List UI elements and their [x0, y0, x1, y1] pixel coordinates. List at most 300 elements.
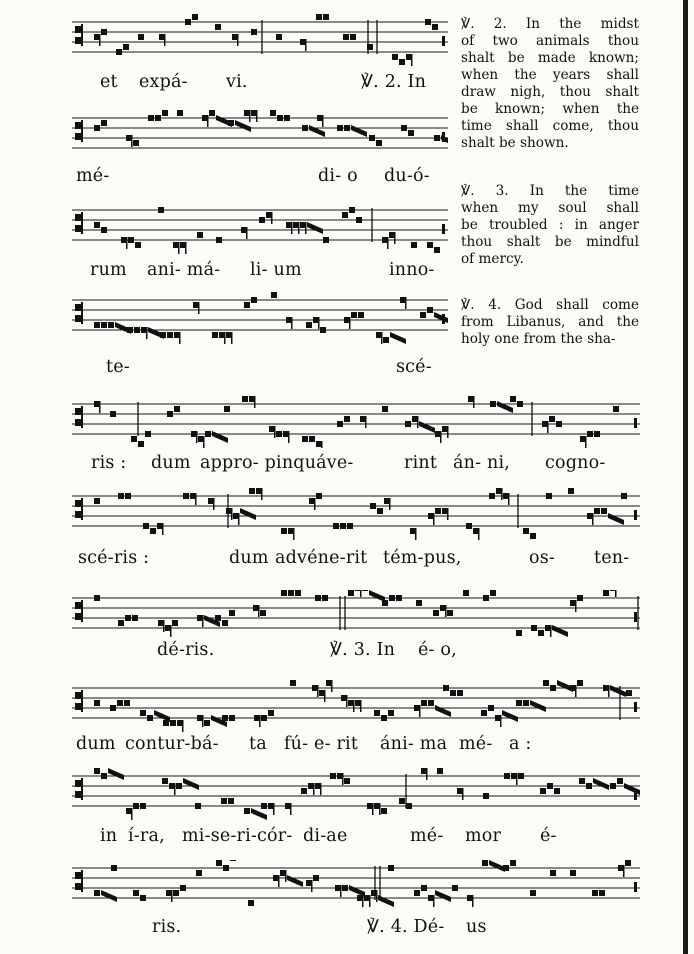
lyric: scé-ris :: [78, 548, 150, 568]
neume-stem: [501, 488, 503, 500]
neume: [466, 523, 472, 529]
neume: [347, 523, 353, 529]
neume: [110, 411, 116, 417]
neume: [414, 890, 420, 896]
neume: [603, 590, 609, 596]
neume: [271, 292, 277, 298]
neume: [209, 110, 215, 116]
text-line: ℣. 4. God shall come: [461, 297, 639, 313]
neume-stem: [126, 237, 128, 249]
neume: [452, 885, 458, 891]
neume: [205, 431, 211, 437]
neume: [131, 436, 137, 442]
neume-stem: [291, 222, 293, 234]
neume-stem: [164, 34, 166, 46]
neume-stem: [426, 768, 428, 780]
neume: [172, 620, 178, 626]
neume-ligature: [390, 332, 406, 344]
neume: [183, 493, 189, 499]
neume-stem: [575, 600, 577, 612]
neume: [306, 322, 312, 328]
neume-stem: [440, 431, 442, 443]
lyric: in: [100, 826, 118, 846]
neume: [350, 34, 356, 40]
clef-mark: [75, 692, 82, 699]
neume: [195, 803, 201, 809]
clef-mark: [81, 778, 83, 800]
neume-stem: [185, 242, 187, 254]
neume: [344, 125, 350, 131]
neume: [150, 528, 156, 534]
staff-2: [72, 110, 448, 162]
neume: [177, 110, 183, 116]
neume-stem: [259, 715, 261, 727]
neume: [162, 110, 168, 116]
neume-stem: [203, 436, 205, 448]
lyric: ℣. 4. Dé-: [367, 917, 445, 937]
neume: [396, 595, 402, 601]
page-edge-shadow: [683, 0, 688, 954]
text-line: of mercy.: [461, 251, 524, 267]
neume: [570, 870, 576, 876]
neume-stem: [170, 625, 172, 637]
neume: [133, 140, 139, 146]
clef-mark: [75, 703, 82, 710]
neume-stem: [273, 803, 275, 815]
clef-mark: [75, 613, 82, 620]
neume-ligature: [240, 508, 256, 520]
custos: [634, 418, 637, 428]
neume: [94, 498, 100, 504]
lyric: expá-: [139, 72, 188, 92]
neume-ligature: [593, 778, 609, 790]
neume-stem: [274, 426, 276, 438]
text-line: when the years shall: [461, 67, 639, 83]
neume: [483, 595, 489, 601]
clef-mark: [75, 214, 82, 221]
lyric: mé-: [76, 166, 110, 186]
neume: [399, 59, 405, 65]
clef-mark: [75, 500, 82, 507]
neume-stem: [179, 332, 181, 344]
neume: [125, 493, 131, 499]
neume-ligature: [434, 312, 448, 324]
neume-stem: [290, 803, 292, 815]
neume: [228, 798, 234, 804]
neume: [140, 803, 146, 809]
neume-stem: [202, 715, 204, 727]
neume: [550, 870, 556, 876]
neume: [401, 125, 407, 131]
neume-stem: [585, 436, 587, 448]
lyric: du-ó-: [384, 166, 430, 186]
clef-mark: [75, 780, 82, 787]
neume: [621, 493, 627, 499]
neume: [323, 14, 329, 20]
neume-stem: [508, 493, 510, 505]
neume: [132, 615, 138, 621]
clef-mark: [75, 511, 82, 518]
neume-stem: [131, 808, 133, 820]
neume: [251, 297, 257, 303]
neume: [420, 312, 426, 318]
lyric: ris.: [152, 917, 182, 937]
neume-ligature: [497, 401, 513, 413]
neume: [140, 895, 146, 901]
neume: [592, 890, 598, 896]
neume: [140, 710, 146, 716]
lyric: appro- pinquáve-: [200, 453, 354, 473]
neume: [510, 396, 516, 402]
lyric: a :: [509, 734, 532, 754]
neume: [330, 773, 336, 779]
neume-stem: [365, 416, 367, 428]
neume: [343, 34, 349, 40]
clef-mark: [75, 26, 82, 33]
neume: [490, 401, 496, 407]
neume-stem: [258, 605, 260, 617]
custos: [442, 224, 445, 234]
text-line: thou shalt be mindful: [461, 234, 639, 250]
text-line: draw nigh, thou shalt: [461, 84, 639, 100]
neume-stem: [174, 783, 176, 795]
clef-mark: [75, 408, 82, 415]
neume-ligature: [419, 421, 435, 433]
neume: [342, 212, 348, 218]
neume: [290, 680, 296, 686]
neume: [248, 900, 254, 906]
neume-stem: [433, 513, 435, 525]
neume: [313, 875, 319, 881]
neume: [556, 421, 562, 427]
lyric: advéne-rit: [275, 548, 368, 568]
neume: [197, 232, 203, 238]
neume-stem: [231, 332, 233, 344]
clef-mark: [81, 600, 83, 622]
neume: [133, 803, 139, 809]
clef-mark: [75, 872, 82, 879]
neume: [323, 237, 329, 243]
neume-stem: [405, 297, 407, 309]
neume-stem: [500, 715, 502, 727]
neume: [309, 436, 315, 442]
neume-stem: [381, 332, 383, 344]
neume: [244, 808, 250, 814]
custos: [442, 132, 445, 142]
neume-stem: [575, 685, 577, 697]
lyric: ℣. 3. In: [330, 640, 396, 660]
neume: [594, 431, 600, 437]
neume-stem: [238, 513, 240, 525]
neume-stem: [313, 783, 315, 795]
neume: [503, 865, 509, 871]
neume: [369, 135, 375, 141]
neume-stem: [376, 890, 378, 902]
neume-ligature: [530, 700, 546, 712]
neume: [399, 798, 405, 804]
neume-stem: [322, 115, 324, 127]
neume: [577, 680, 583, 686]
neume: [160, 332, 166, 338]
neume-stem: [419, 705, 421, 717]
neume: [447, 610, 453, 616]
neume: [268, 710, 274, 716]
lyric: dum: [229, 548, 269, 568]
neume: [196, 870, 202, 876]
neume-stem: [171, 890, 173, 902]
neume: [192, 14, 198, 20]
neume: [221, 798, 227, 804]
neume-stem: [305, 222, 307, 234]
neume: [260, 610, 266, 616]
lyric: vi.: [226, 72, 248, 92]
neume-stem: [271, 212, 273, 224]
clef-mark: [81, 212, 83, 234]
neume-stem: [379, 803, 381, 815]
neume: [488, 705, 494, 711]
clef-mark: [81, 302, 83, 324]
custos: [442, 36, 445, 46]
neume-stem: [207, 115, 209, 127]
neume-stem: [623, 865, 625, 877]
neume: [547, 783, 553, 789]
lyric: di-ae: [303, 826, 348, 846]
lyric: é- o,: [418, 640, 457, 660]
neume: [517, 401, 523, 407]
neume: [315, 595, 321, 601]
lyric: mé-: [410, 826, 444, 846]
neume: [281, 590, 287, 596]
clef-mark: [75, 304, 82, 311]
neume: [416, 600, 422, 606]
neume-stem: [213, 498, 215, 510]
neume: [222, 715, 228, 721]
neume: [145, 431, 151, 437]
neume-stem: [445, 605, 447, 617]
neume-stem: [615, 590, 617, 597]
neume-stem: [362, 895, 364, 907]
neume: [481, 710, 487, 716]
neume: [167, 411, 173, 417]
neume-stem: [389, 498, 391, 510]
neume: [523, 700, 529, 706]
neume-stem: [516, 773, 518, 785]
neume: [408, 130, 414, 136]
neume: [170, 720, 176, 726]
neume: [215, 24, 221, 30]
neume-stem: [550, 625, 552, 637]
neume: [432, 24, 438, 30]
neume: [392, 54, 398, 60]
clef-mark: [75, 791, 82, 798]
neume-stem: [261, 488, 263, 500]
neume: [510, 860, 516, 866]
neume-stem: [353, 700, 355, 712]
neume: [358, 312, 364, 318]
lyric: mé-: [459, 734, 493, 754]
neume: [504, 773, 510, 779]
neume-stem: [411, 54, 413, 66]
clef-mark: [81, 498, 83, 520]
lyric: li- um: [250, 260, 302, 280]
neume: [344, 416, 350, 422]
neume: [406, 803, 412, 809]
neume: [437, 768, 443, 774]
neume: [118, 493, 124, 499]
lyric: ten-: [594, 548, 630, 568]
neume-stem: [608, 685, 610, 697]
neume: [538, 630, 544, 636]
staff-7: [72, 590, 640, 642]
lyric: os-: [529, 548, 556, 568]
neume-stem: [198, 302, 200, 314]
staff-4: [72, 292, 448, 348]
text-line: when my soul shall: [461, 200, 639, 216]
neume: [337, 421, 343, 427]
neume: [281, 528, 287, 534]
neume: [134, 327, 140, 333]
clef-mark: [81, 24, 83, 46]
neume: [549, 416, 555, 422]
neume-stem: [311, 880, 313, 892]
lyric: áni- ma: [380, 734, 448, 754]
text-line: ℣. 2. In the midst: [461, 16, 639, 32]
neume: [434, 247, 440, 253]
clef-mark: [75, 602, 82, 609]
neume: [427, 242, 433, 248]
neume: [490, 590, 496, 596]
neume: [277, 115, 283, 121]
neume-stem: [360, 700, 362, 712]
lyric: mor: [465, 826, 502, 846]
neume: [110, 705, 116, 711]
neume-stem: [278, 875, 280, 887]
neume: [94, 125, 100, 131]
neume: [204, 720, 210, 726]
neume-stem: [195, 493, 197, 505]
neume: [295, 590, 301, 596]
neume: [94, 222, 100, 228]
neume: [270, 110, 276, 116]
neume-ligature: [610, 685, 626, 697]
neume: [349, 207, 355, 213]
text-line: from Libanus, and the: [461, 314, 639, 330]
neume-ligature: [287, 875, 303, 887]
neume: [128, 237, 134, 243]
neume-stem: [314, 498, 316, 510]
neume: [123, 44, 129, 50]
neume: [389, 595, 395, 601]
neume: [428, 700, 434, 706]
neume-stem: [342, 773, 344, 785]
neume-ligature: [489, 860, 505, 872]
neume-stem: [254, 396, 256, 408]
neume-stem: [318, 317, 320, 329]
neume: [94, 322, 100, 328]
neume-ligature: [435, 705, 451, 717]
lyric: mi-se-ri-cór-: [182, 826, 293, 846]
neume: [94, 890, 100, 896]
neume: [543, 680, 549, 686]
neume: [261, 715, 267, 721]
text-line: ℣. 3. In the time: [461, 183, 639, 199]
custos: [634, 702, 637, 712]
neume-stem: [202, 615, 204, 627]
text-line: be troubled : in anger: [461, 217, 639, 233]
neume: [251, 29, 257, 35]
neume: [610, 783, 616, 789]
neume-stem: [478, 528, 480, 540]
neume: [613, 406, 619, 412]
neume-stem: [237, 34, 239, 46]
verse-3-translation: [461, 183, 639, 268]
neume: [443, 685, 449, 691]
neume-stem: [146, 327, 148, 339]
neume: [362, 590, 368, 591]
neume-stem: [293, 528, 295, 540]
lyric: rint: [404, 453, 438, 473]
neume: [155, 115, 161, 121]
neume: [229, 610, 235, 616]
neume-ligature: [624, 783, 640, 795]
neume-stem: [99, 34, 101, 46]
neume-ligature: [251, 808, 267, 820]
neume-stem: [298, 222, 300, 234]
neume: [133, 890, 139, 896]
neume: [101, 322, 107, 328]
neume-stem: [387, 237, 389, 249]
neume: [463, 590, 469, 596]
neume-ligature: [502, 710, 518, 722]
neume-stem: [182, 720, 184, 732]
neume: [434, 135, 440, 141]
neume: [333, 523, 339, 529]
staff-3: [72, 202, 448, 254]
neume-ligature: [183, 778, 199, 790]
neume: [377, 508, 383, 514]
neume: [222, 620, 228, 626]
custos: [634, 510, 637, 520]
neume-stem: [99, 401, 101, 413]
neume: [284, 115, 290, 121]
verse-2-translation: [461, 16, 639, 152]
neume: [125, 615, 131, 621]
lyric: cogno-: [545, 453, 606, 473]
neume: [340, 523, 346, 529]
neume: [425, 19, 431, 25]
neume: [101, 29, 107, 35]
neume: [158, 207, 164, 213]
neume-stem: [291, 317, 293, 329]
neume-stem: [324, 690, 326, 702]
neume: [626, 690, 632, 696]
neume: [356, 217, 362, 223]
neume: [118, 620, 124, 626]
neume-stem: [224, 332, 226, 344]
neume: [116, 49, 122, 55]
neume-stem: [433, 895, 435, 907]
neume: [320, 327, 326, 333]
neume-stem: [472, 895, 474, 907]
neume-stem: [369, 895, 371, 907]
neume-ligature: [212, 431, 228, 443]
neume: [163, 720, 169, 726]
custos: [442, 314, 445, 324]
neume-stem: [331, 680, 333, 692]
lyric: inno-: [389, 260, 435, 280]
neume-stem: [256, 110, 258, 122]
neume: [516, 630, 522, 636]
